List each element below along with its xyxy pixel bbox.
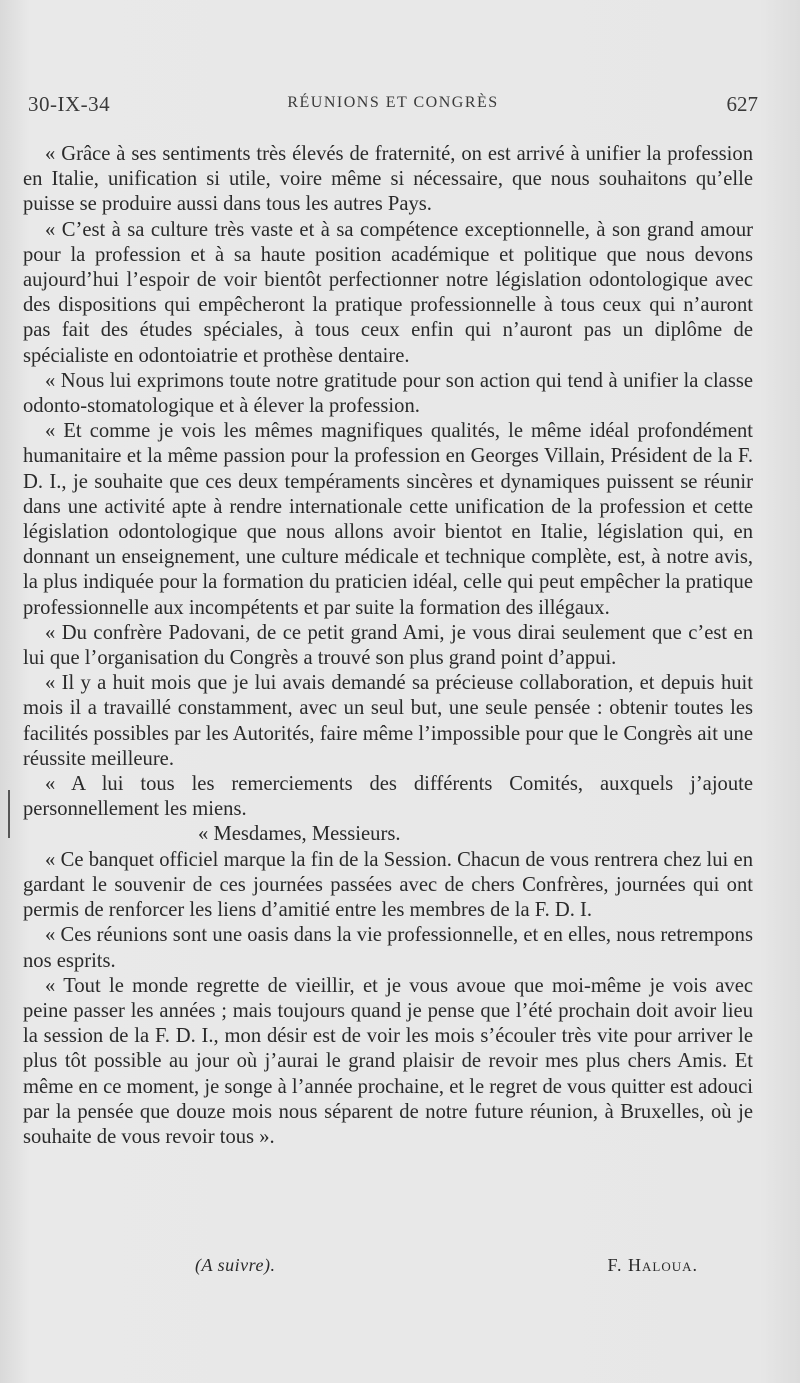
paragraph: « Il y a huit mois que je lui avais demandé sa précieuse collaboration, et depuis huit mois il a travaillé constamment, avec un seul but, une seule pensée : obtenir toutes les facilités possibles par les Autorités, faire même l’impossible pour que le Congrès ait une réussite meilleure. xyxy=(23,672,753,770)
paragraph: « C’est à sa culture très vaste et à sa compétence exceptionnelle, à son grand amour pour la profession et à sa haute position académique et politique que nous devons aujourd’hui l’espoir de voir bientôt perfectionner notre législation odontologique avec des dispositions qui empêcheront la pratique professionnelle à tous ceux qui n’auront pas fait des études spéciales, à tous ceux enfin qui n’auront pas un diplôme de spécialiste en odontoiatrie et prothèse dentaire. xyxy=(23,218,753,367)
paragraph: « Tout le monde regrette de vieillir, et je vous avoue que moi-même je vois avec peine passer les années ; mais toujours quand je pense que l’été prochain doit avoir lieu la session de la F. D. I., mon désir est de voir les mois s’écouler très vite pour arriver le plus tôt possible au jour où j’aurai le grand plaisir de revoir mes plus chers Amis. Et même en ce moment, je songe à l’année prochaine, et le regret de vous quitter est adouci par la pensée que douze mois nous séparent de notre future réunion, à Bruxelles, où je souhaite de vous revoir tous ». xyxy=(23,974,753,1148)
paragraph: « Ces réunions sont une oasis dans la vie professionnelle, et en elles, nous retrempons nos esprits. xyxy=(23,924,753,972)
article-body xyxy=(23,142,753,1150)
author-signature: F. Haloua. xyxy=(607,1255,698,1275)
paragraph: « Et comme je vois les mêmes magnifiques qualités, le même idéal profondément humanitaire et la même passion pour la profession en Georges Villain, Président de la F. D. I., je souhaite que ces deux tempéraments sincères et dynamiques puissent se réunir dans une activité apte à rendre internationale cette unification de la profession et cette législation odontologique que nous allons avoir bientot en Italie, législation qui, en donnant un enseignement, une culture médicale et technique complète, est, à notre avis, la plus indiquée pour la formation du praticien idéal, celle qui peut empêcher la pratique professionnelle aux incompétents et par suite la formation des illégaux. xyxy=(23,420,753,619)
paragraph: « Nous lui exprimons toute notre gratitude pour son action qui tend à unifier la classe odonto-stomatologique et à élever la profession. xyxy=(23,369,753,418)
article-footer xyxy=(23,1255,753,1279)
salutation: « Mesdames, Messieurs. xyxy=(198,823,401,846)
header-date: 30-IX-34 xyxy=(28,92,111,116)
continued-note: (A suivre). xyxy=(195,1255,276,1275)
page-number: 627 xyxy=(726,92,758,116)
paragraph: « Ce banquet officiel marque la fin de la Session. Chacun de vous rentrera chez lui en gardant le souvenir de ces journées passées avec de chers Confrères, journées qui ont permis de renforcer les liens d’amitié entre les membres de la F. D. I. xyxy=(23,848,753,922)
header-section-title: RÉUNIONS ET CONGRÈS xyxy=(287,94,499,111)
paragraph: « A lui tous les remerciements des différents Comités, auxquels j’ajoute personnellement les miens. xyxy=(23,773,753,821)
margin-mark xyxy=(8,790,10,838)
running-head xyxy=(28,92,758,118)
paragraph: « Du confrère Padovani, de ce petit grand Ami, je vous dirai seulement que c’est en lui que l’organisation du Congrès a trouvé son plus grand point d’appui. xyxy=(23,621,753,670)
paragraph: « Grâce à ses sentiments très élevés de fraternité, on est arrivé à unifier la profession en Italie, unification si utile, voire même si nécessaire, que nous souhaitons qu’elle puisse se produire aussi dans tous les autres Pays. xyxy=(23,143,753,216)
